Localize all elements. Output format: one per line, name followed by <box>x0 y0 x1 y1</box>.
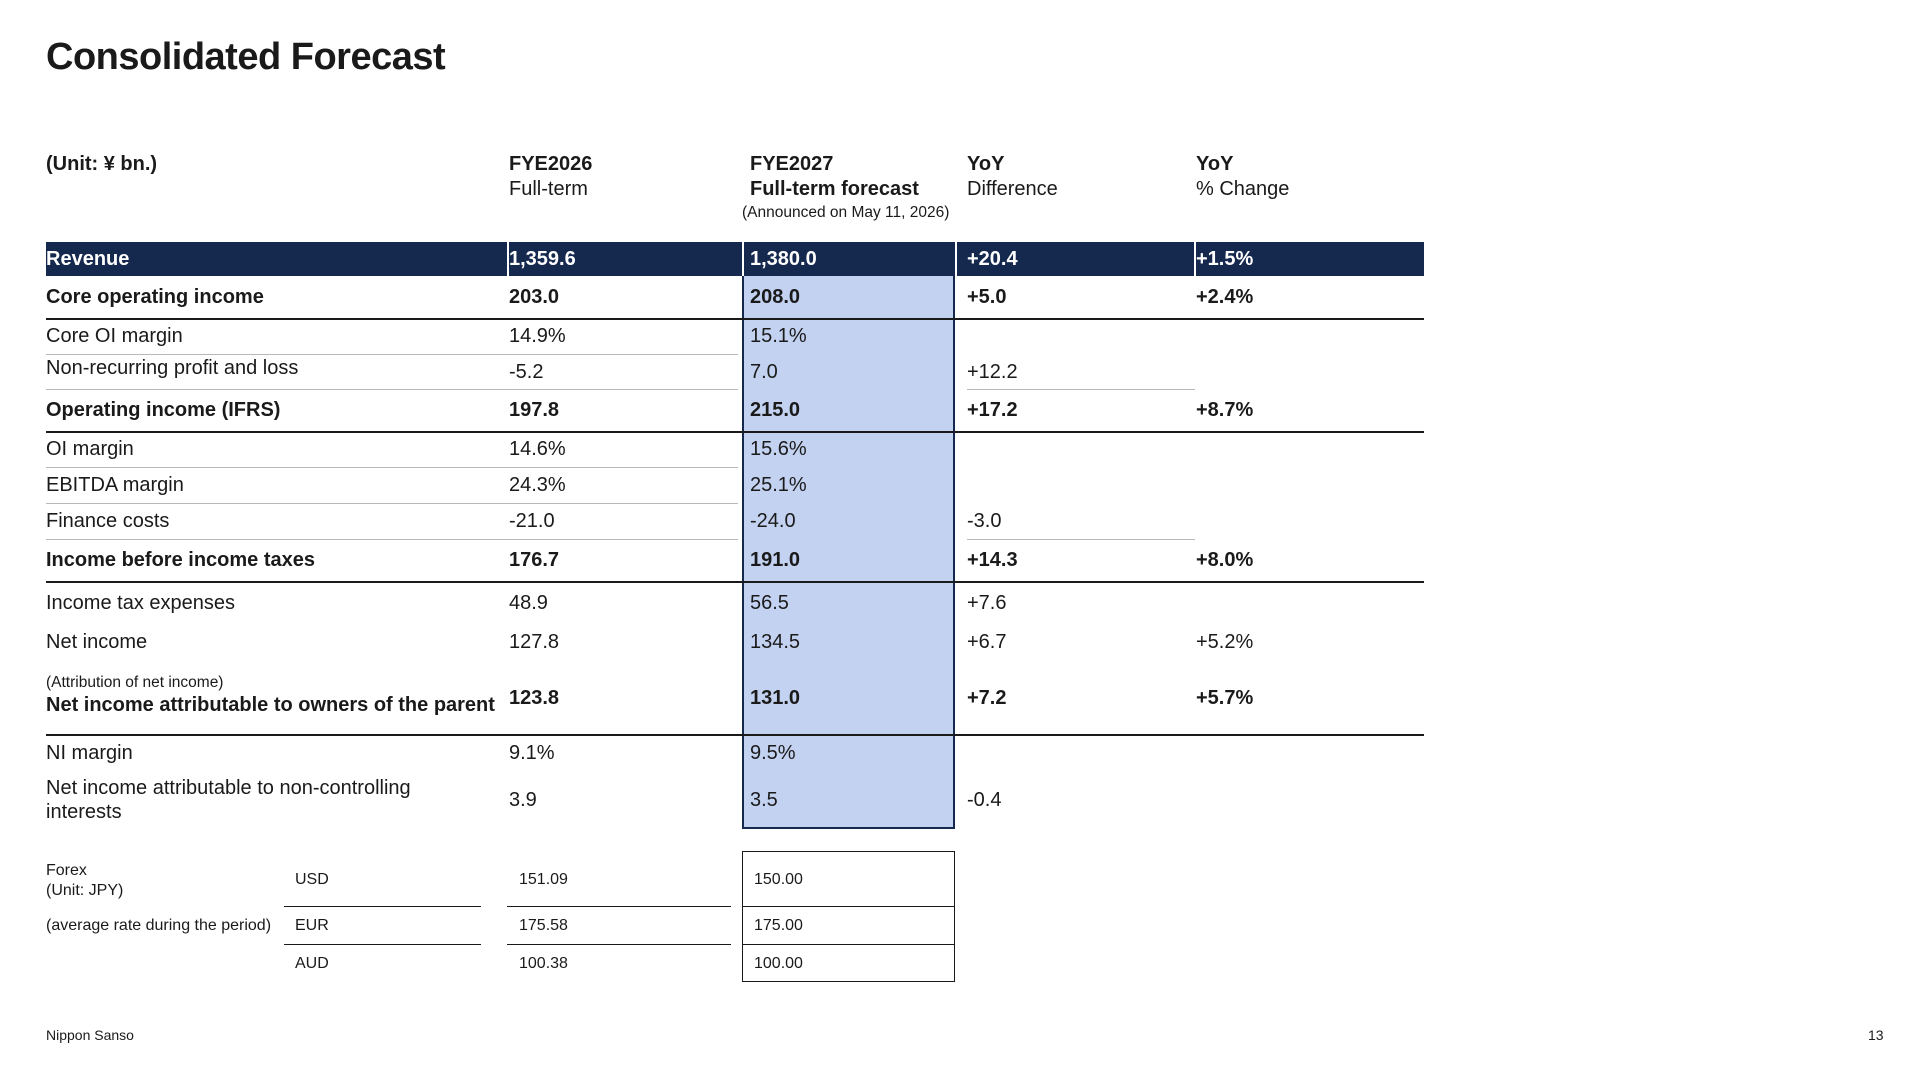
fy27-value: 215.0 <box>750 399 801 421</box>
forex-usd-label: USD <box>295 871 329 888</box>
pct-value: +5.7% <box>1196 687 1254 709</box>
fy27-value: 25.1% <box>750 474 807 496</box>
row-label: Non-recurring profit and loss <box>46 357 299 379</box>
row-label: OI margin <box>46 438 134 460</box>
fy26-value: 24.3% <box>509 474 566 496</box>
company-name: Nippon Sanso <box>46 1027 134 1043</box>
fy26-value: -21.0 <box>509 510 555 532</box>
fy27-value: 208.0 <box>750 286 801 308</box>
diff-value: +5.0 <box>967 286 1007 308</box>
header-fy27-note: (Announced on May 11, 2026) <box>742 204 950 221</box>
fy26-value: -5.2 <box>509 361 544 383</box>
diff-value: -3.0 <box>967 510 1002 532</box>
row-label: NI margin <box>46 742 133 764</box>
fy27-value: -24.0 <box>750 510 796 532</box>
diff-value: +7.6 <box>967 592 1007 614</box>
fy27-value: 7.0 <box>750 361 778 383</box>
revenue-fy27: 1,380.0 <box>750 248 817 270</box>
diff-value: +17.2 <box>967 399 1018 421</box>
page-title: Consolidated Forecast <box>46 36 446 78</box>
fy26-value: 48.9 <box>509 592 548 614</box>
diff-value: +12.2 <box>967 361 1018 383</box>
row-label: Finance costs <box>46 510 170 532</box>
pct-value: +5.2% <box>1196 631 1254 653</box>
unit-label: (Unit: ¥ bn.) <box>46 153 158 175</box>
fy26-value: 203.0 <box>509 286 560 308</box>
fy27-value: 9.5% <box>750 742 796 764</box>
attribution-note: (Attribution of net income) <box>46 674 224 691</box>
nci-label: Net income attributable to non-controlling interests <box>46 777 411 823</box>
row-label: Core OI margin <box>46 325 183 347</box>
forex-usd-fy26: 151.09 <box>519 871 568 888</box>
header-yoy-pct: YoY % Change <box>1196 153 1290 200</box>
fy26-value: 197.8 <box>509 399 560 421</box>
forex-aud-label: AUD <box>295 955 329 972</box>
header-fy26: FYE2026 Full-term <box>509 153 593 200</box>
row-label: Income before income taxes <box>46 549 315 571</box>
page-number: 13 <box>1868 1027 1884 1043</box>
fy26-value: 123.8 <box>509 687 560 709</box>
fy27-value: 56.5 <box>750 592 789 614</box>
pct-value: +2.4% <box>1196 286 1254 308</box>
pct-value: +8.0% <box>1196 549 1254 571</box>
forex-average-note: (average rate during the period) <box>46 917 272 934</box>
row-label: Operating income (IFRS) <box>46 399 281 421</box>
forex-usd-fy27: 150.00 <box>754 871 803 888</box>
forex-eur-fy27: 175.00 <box>754 917 803 934</box>
fy26-value: 14.9% <box>509 325 566 347</box>
ni-owners-label: Net income attributable to owners of the parent <box>46 694 495 716</box>
forex-unit: (Unit: JPY) <box>46 882 124 899</box>
fy26-value: 3.9 <box>509 789 537 811</box>
fy26-value: 14.6% <box>509 438 566 460</box>
revenue-diff: +20.4 <box>967 248 1018 270</box>
fy27-value: 3.5 <box>750 789 778 811</box>
revenue-label: Revenue <box>46 248 130 270</box>
fy27-value: 131.0 <box>750 687 801 709</box>
forex-label: Forex <box>46 862 87 879</box>
row-label: Income tax expenses <box>46 592 235 614</box>
pct-value: +8.7% <box>1196 399 1254 421</box>
forex-aud-fy26: 100.38 <box>519 955 568 972</box>
diff-value: +14.3 <box>967 549 1018 571</box>
diff-value: +7.2 <box>967 687 1007 709</box>
fy26-value: 127.8 <box>509 631 560 653</box>
row-label: EBITDA margin <box>46 474 184 496</box>
forex-eur-label: EUR <box>295 917 329 934</box>
header-yoy-diff: YoY Difference <box>967 153 1058 200</box>
row-label: Net income <box>46 631 148 653</box>
fy27-value: 15.6% <box>750 438 807 460</box>
forex-aud-fy27: 100.00 <box>754 955 803 972</box>
forex-eur-fy26: 175.58 <box>519 917 568 934</box>
row-label: Core operating income <box>46 286 264 308</box>
fy27-value: 134.5 <box>750 631 801 653</box>
revenue-pct: +1.5% <box>1196 248 1254 270</box>
fy27-value: 191.0 <box>750 549 801 571</box>
fy27-value: 15.1% <box>750 325 807 347</box>
fy26-value: 176.7 <box>509 549 560 571</box>
header-fy27: FYE2027 Full-term forecast <box>750 153 919 200</box>
revenue-row <box>46 242 1424 276</box>
diff-value: -0.4 <box>967 789 1002 811</box>
diff-value: +6.7 <box>967 631 1007 653</box>
revenue-fy26: 1,359.6 <box>509 248 576 270</box>
fy26-value: 9.1% <box>509 742 555 764</box>
